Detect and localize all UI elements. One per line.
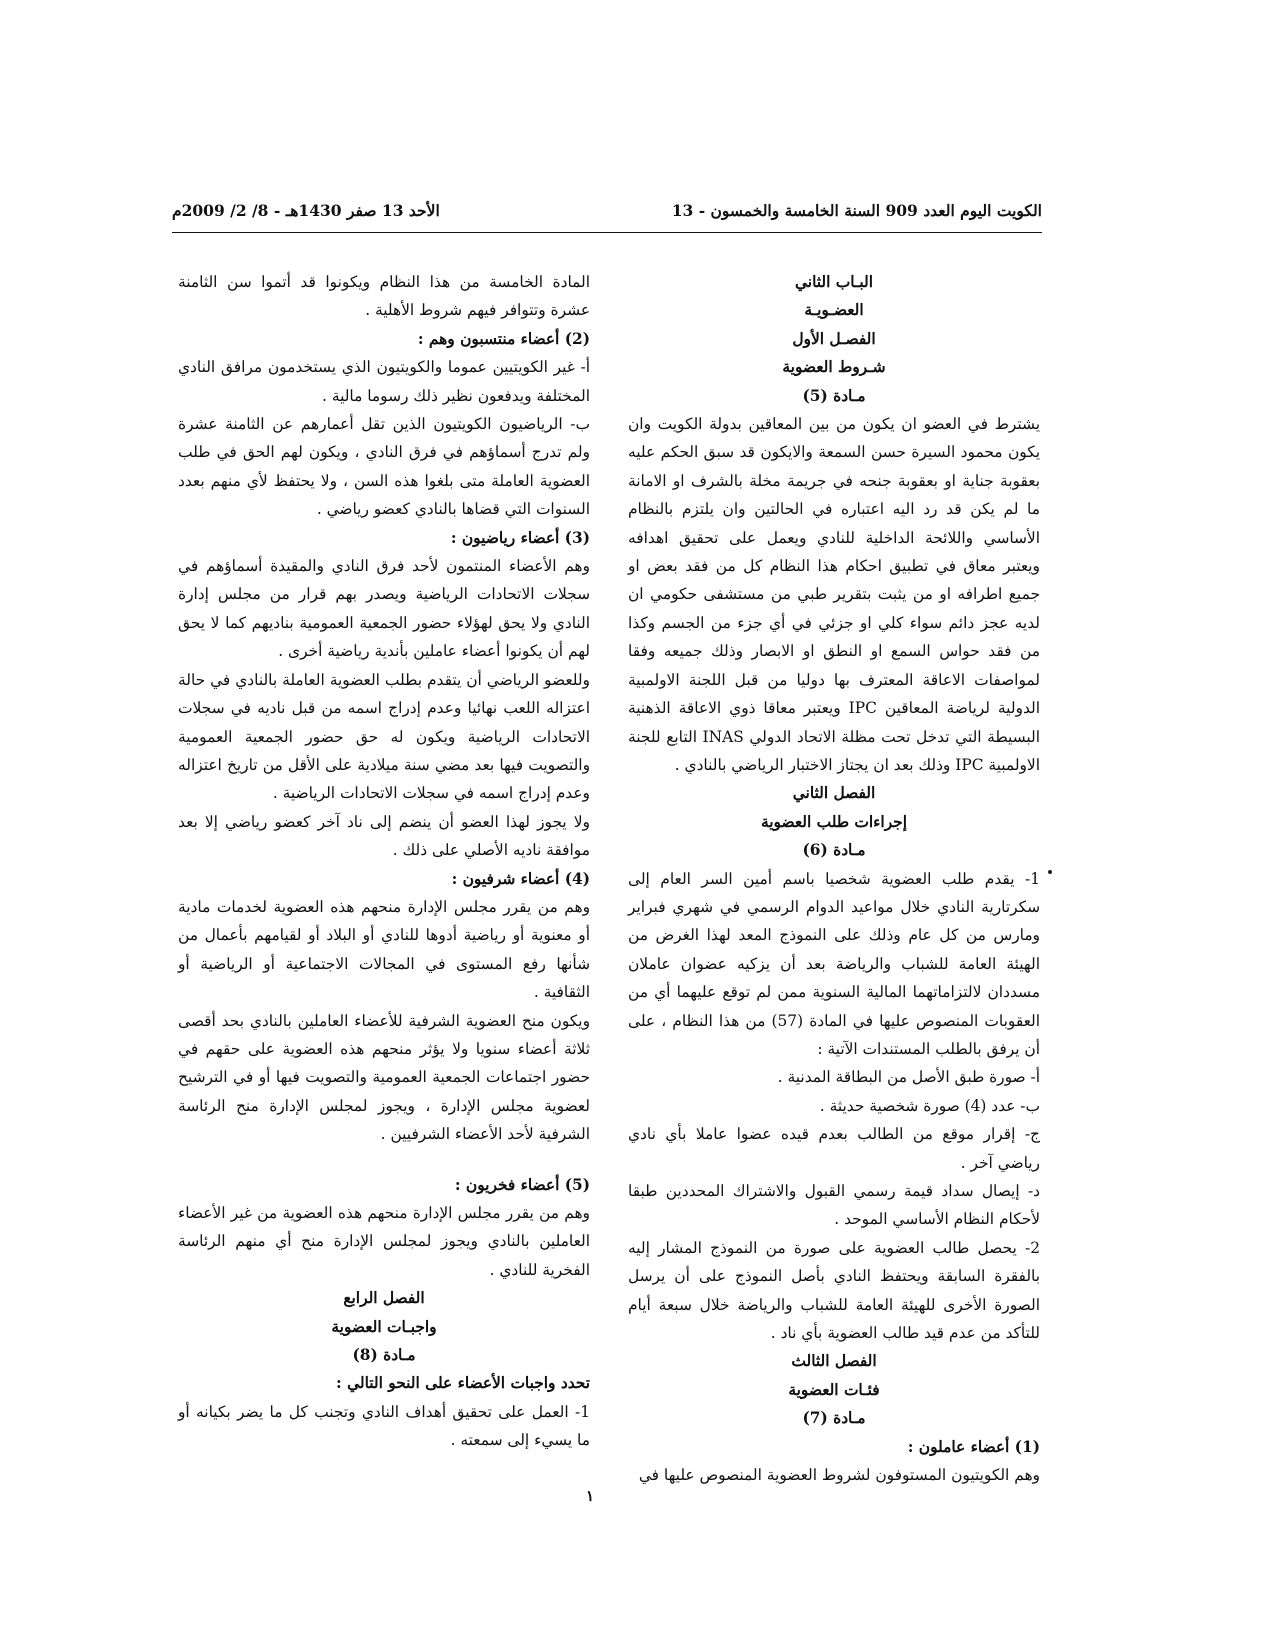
chapter-title: الفصل الثالث: [791, 1352, 877, 1371]
article-paragraph: المادة الخامسة من هذا النظام ويكونوا قد أتموا سن الثامنة عشرة وتتوافر فيهم شروط الأهلية .: [178, 273, 590, 320]
chapter-subtitle: واجبـات العضوية: [331, 1317, 437, 1336]
chapter-subtitle: فئـات العضوية: [788, 1380, 880, 1399]
subsection-title: (4) أعضاء شرفيون :: [451, 869, 590, 888]
chapter-title: الفصل الرابع: [343, 1289, 425, 1308]
list-item: د- إيصال سداد قيمة رسمي القبول والاشتراك المحددين طبقا لأحكام النظام الأساسي الموحد .: [628, 1182, 1040, 1229]
chapter-subtitle: إجراءات طلب العضوية: [761, 812, 907, 831]
subsection-title: (2) أعضاء منتسبون وهم :: [417, 329, 590, 348]
article-paragraph: وهم من يقرر مجلس الإدارة منحهم هذه العضوية من غير الأعضاء العاملين بالنادي ويجوز لمجلس الإدارة منح أي منهم الرئاسة الفخرية للنادي .: [178, 1204, 590, 1279]
article-title: مـادة (8): [352, 1346, 416, 1365]
subsection-title: (5) أعضاء فخريون :: [454, 1175, 590, 1194]
left-column: [178, 268, 590, 1455]
article-paragraph: وللعضو الرياضي أن يتقدم بطلب العضوية العاملة بالنادي في حالة اعتزاله اللعب نهائيا وعدم إدراج اسمه من قبل ناديه في سجلات الاتحادات الرياضية ويكون له حق حضور الجمعية العمومية والتصويت فيها بعد مضي سنة ميلادية على الأقل من تاريخ اعتزاله وعدم إدراج اسمه في سجلات الاتحادات الرياضية .: [178, 670, 590, 803]
article-body: يشترط في العضو ان يكون من بين المعاقين بدولة الكويت وان يكون محمود السيرة حسن السمعة والايكون قد سبق الحكم عليه بعقوبة جناية او بعقوبة جنحه في جريمة مخلة بالشرف او الامانة ما لم يكن قد رد اليه اعتباره في الحالتين وان يلتزم بالنظام الأساسي واللائحة الداخلية للنادي ويعمل على تحقيق اهدافه ويعتبر معاق في تطبيق احكام هذا النظام كل من فقد بعض او جميع اطرافه او من يثبت بتقرير طبي من مستشفى حكومي ان لديه عجز دائم سواء كلي او جزئي في أي جزء من الجسم وكذا من فقد حواس السمع او النطق او الابصار وذلك جميعه وفقا لمواصفات الاعاقة المعترف بها دوليا من قبل اللجنة الاولمبية الدولية لرياضة المعاقين IPC ويعتبر معاقا ذوي الاعاقة الذهنية البسيطة التي تدخل تحت مظلة الاتحاد الدولي INAS التابع للجنة الاولمبية IPC وذلك بعد ان يجتاز الاختبار الرياضي بالنادي .: [628, 415, 1040, 774]
list-item: ج- إقرار موقع من الطالب بعدم قيده عضوا عاملا بأي نادي رياضي آخر .: [628, 1125, 1040, 1172]
article-title: مـادة (7): [802, 1409, 866, 1428]
article-paragraph: وهم الأعضاء المنتمون لأحد فرق النادي والمقيدة أسماؤهم في سجلات الاتحادات الرياضية ويصدر بهم قرار من مجلس إدارة النادي ولا يحق لهؤلاء حضور الجمعية العمومية بناديهم كما لا يحق لهم أن يكونوا أعضاء عاملين بأندية رياضية أخرى .: [178, 557, 590, 661]
article-title: مـادة (5): [802, 386, 866, 405]
section-title: البـاب الثاني: [794, 273, 874, 291]
list-item: ب- عدد (4) صورة شخصية حديثة .: [819, 1096, 1040, 1115]
header-divider: [172, 232, 1042, 233]
article-paragraph: وهم من يقرر مجلس الإدارة منحهم هذه العضوية لخدمات مادية أو معنوية أو رياضية أدوها للنادي أو البلاد أو لقيامهم بأعمال من شأنها رفع المستوى في المجالات الاجتماعية أو الرياضية أو الثقافية .: [178, 897, 590, 1002]
subsection-title: (1) أعضاء عاملون :: [907, 1437, 1040, 1456]
header-issue: الكويت اليوم العدد 909 السنة الخامسة والخمسون - 13: [671, 200, 1042, 220]
subsection-title: تحدد واجبات الأعضاء على النحو التالي :: [336, 1374, 590, 1393]
list-item: ب- الرياضيون الكويتيون الذين تقل أعمارهم عن الثامنة عشرة ولم تدرج أسماؤهم في فرق النادي ، ويكون لهم الحق في طلب العضوية العاملة متى بلغوا هذه السن ، ولا يحتفظ لأي منهم بعدد السنوات التي قضاها بالنادي كعضو رياضي .: [178, 415, 590, 519]
list-item: أ- غير الكويتيين عموما والكويتيون الذي يستخدمون مرافق النادي المختلفة ويدفعون نظير ذلك رسوما مالية .: [178, 358, 590, 405]
article-paragraph: ويكون منح العضوية الشرفية للأعضاء العاملين بالنادي بحد أقصى ثلاثة أعضاء سنويا ولا يؤثر منحهم هذه العضوية على حقهم في حضور اجتماعات الجمعية العمومية والتصويت فيها أو في الترشيح لعضوية مجلس الإدارة ، ويجوز لمجلس الإدارة منح الرئاسة الشرفية لأحد الأعضاء الشرفيين .: [178, 1011, 590, 1144]
article-paragraph: ولا يجوز لهذا العضو أن ينضم إلى ناد آخر كعضو رياضي إلا بعد موافقة ناديه الأصلي على ذلك .: [178, 812, 590, 860]
chapter-title: الفصـل الأول: [792, 329, 876, 348]
scan-speck: [1048, 870, 1052, 874]
subsection-title: (3) أعضاء رياضيون :: [450, 528, 590, 547]
chapter-title: الفصل الثاني: [792, 784, 876, 803]
page-header: [172, 196, 1042, 224]
right-column: [628, 268, 1040, 1489]
list-item: أ- صورة طبق الأصل من البطاقة المدنية .: [777, 1068, 1040, 1087]
chapter-subtitle: شـروط العضوية: [782, 358, 886, 377]
section-title: العضـويـة: [804, 301, 864, 320]
list-item: 1- العمل على تحقيق أهداف النادي وتجنب كل ما يضر بكيانه أو ما يسيء إلى سمعته .: [178, 1402, 590, 1450]
article-title: مـادة (6): [802, 841, 866, 860]
spacer: [178, 1149, 590, 1171]
article-paragraph: 2- يحصل طالب العضوية على صورة من النموذج المشار إليه بالفقرة السابقة ويحتفظ النادي بأصل النموذج على أن يرسل الصورة الأخرى للهيئة العامة للشباب والرياضة خلال سبعة أيام للتأكد من عدم قيد طالب العضوية بأي ناد .: [628, 1238, 1040, 1343]
article-paragraph: وهم الكويتيون المستوفون لشروط العضوية المنصوص عليها في: [638, 1466, 1040, 1485]
page-folio: ١: [585, 1487, 595, 1505]
article-paragraph: 1- يقدم طلب العضوية شخصيا باسم أمين السر العام إلى سكرتارية النادي خلال مواعيد الدوام الرسمي في شهري فبراير ومارس من كل عام وذلك على النموذج المعد لهذا الغرض من الهيئة العامة للشباب والرياضة بعد أن يزكيه عضوان عاملان مسددان لالتزاماتهما المالية السنوية ممن لم توقع عليهما أي من العقوبات المنصوص عليها في المادة (57) من هذا النظام ، على أن يرفق بالطلب المستندات الآتية :: [628, 869, 1040, 1058]
header-date: الأحد 13 صفر 1430هـ - 8/ 2/ 2009م: [172, 200, 440, 220]
